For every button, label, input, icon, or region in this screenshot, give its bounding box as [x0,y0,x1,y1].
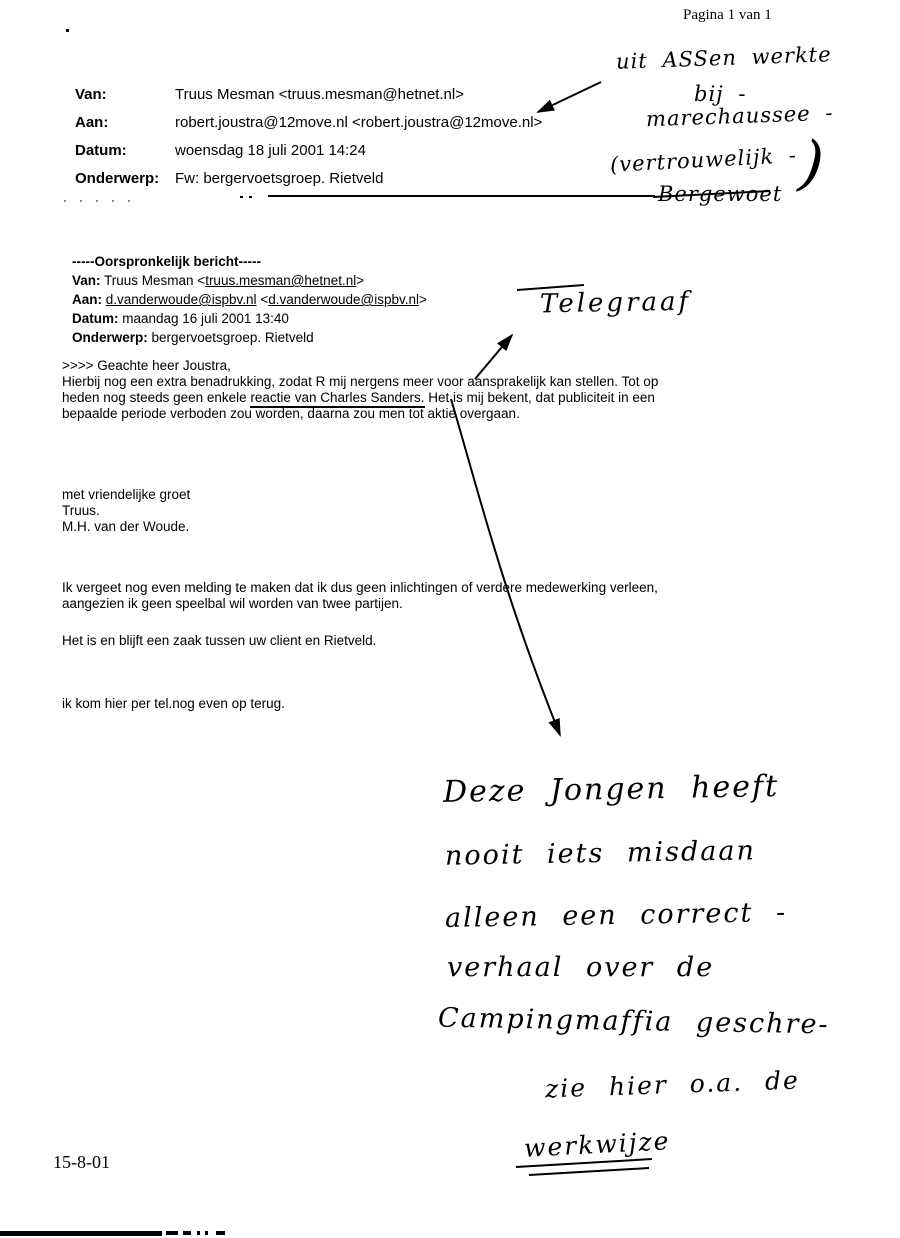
handwritten-telegraaf: Telegraaf [539,286,692,320]
quoted-datum-label: Datum: [72,311,119,326]
page-indicator: Pagina 1 van 1 [683,7,772,23]
quoted-aan-post: > [419,292,427,307]
header-datum-label: Datum: [75,142,127,159]
body-line: Ik vergeet nog even melding te maken dat ik dus geen inlichtingen of verdere medewerking verleen, [62,580,658,595]
handwritten-line: nooit iets misdaan [444,835,757,872]
handwritten-line: (vertrouwelijk - [609,143,798,177]
body-line-segment: Het is mij bekent, dat publiciteit in een [424,390,655,405]
handwritten-line: alleen een correct - [444,897,788,934]
header-onderwerp-value: Fw: bergervoetsgroep. Rietveld [175,170,384,187]
body-line: bepaalde periode verboden zou worden, daarna zou men tot aktie overgaan. [62,406,520,421]
quoted-divider-text: -----Oorspronkelijk bericht----- [72,254,261,269]
quoted-aan-email-2: d.vanderwoude@ispbv.nl [268,292,419,307]
date-stamp: 15-8-01 [53,1152,110,1172]
header-onderwerp-label: Onderwerp: [75,170,160,187]
header-aan-value: robert.joustra@12move.nl <robert.joustra@12move.nl> [175,114,543,131]
closing-line: M.H. van der Woude. [62,519,190,534]
scanner-edge-artifact [0,1231,162,1236]
body-paragraph-1 [62,358,658,422]
handwritten-line: verhaal over de [447,952,715,983]
quoted-van-email: truus.mesman@hetnet.nl [205,273,357,288]
handwritten-line: Deze Jongen heeft [442,769,780,810]
header-van-label: Van: [75,86,107,103]
quoted-divider [72,252,427,271]
header-datum-value: woensdag 18 juli 2001 14:24 [175,142,366,159]
quoted-onderwerp-label: Onderwerp: [72,330,148,345]
body-line: aangezien ik geen speelbal wil worden van twee partijen. [62,596,403,611]
handwritten-line: bij - [694,82,747,106]
quoted-van-pre: Truus Mesman < [100,273,206,288]
arrow-to-bottom-note [451,399,560,735]
header-aan-label: Aan: [75,114,109,131]
werkwijze-underline-2 [529,1168,649,1175]
handwritten-line: zie hier o.a. de [544,1065,801,1104]
quoted-datum-value: maandag 16 juli 2001 13:40 [118,311,289,326]
quoted-van-label: Van: [72,273,101,288]
handwritten-line: marechaussee - [645,100,834,132]
handwritten-werkwijze: werkwijze [523,1126,672,1163]
quoted-onderwerp-value: bergervoetsgroep. Rietveld [147,330,314,345]
quoted-onderwerp-line [72,328,427,347]
quoted-message-header [72,252,427,347]
body-paragraph-3: Het is en blijft een zaak tussen uw client en Rietveld. [62,633,377,648]
arrow-to-recipient [538,82,601,112]
body-paragraph-2 [62,580,658,612]
closing-line: Truus. [62,503,100,518]
body-paragraph-4: ik kom hier per tel.nog even op terug. [62,696,285,711]
quoted-aan-mid: < [256,292,269,307]
quoted-datum-line [72,309,427,328]
charles-sanders-underlined-text: reactie van Charles Sanders. [250,390,424,408]
scan-speck [66,29,69,32]
email-header [75,86,542,187]
quoted-van-post: > [356,273,365,288]
handwritten-line: Campingmaffia geschre- [437,1002,830,1041]
body-line-segment: heden nog steeds geen enkele [62,390,251,405]
handwritten-line: uit ASSen werkte [615,42,832,74]
quoted-aan-email-1: d.vanderwoude@ispbv.nl [105,292,257,307]
handwritten-paren: ) [796,127,828,201]
quoted-van-line [72,271,427,290]
body-greeting: >>>> Geachte heer Joustra, [62,358,231,373]
body-line [62,390,658,406]
body-line: Hierbij nog een extra benadrukking, zodat R mij nergens meer voor aansprakelijk kan stellen. Tot op [62,374,659,389]
quoted-aan-label: Aan: [72,292,102,307]
handwritten-line: Bergewoet [658,182,783,206]
body-closing [62,487,190,535]
quoted-aan-line [72,290,427,309]
header-van-value: Truus Mesman <truus.mesman@hetnet.nl> [175,86,464,103]
closing-line: met vriendelijke groet [62,487,191,502]
